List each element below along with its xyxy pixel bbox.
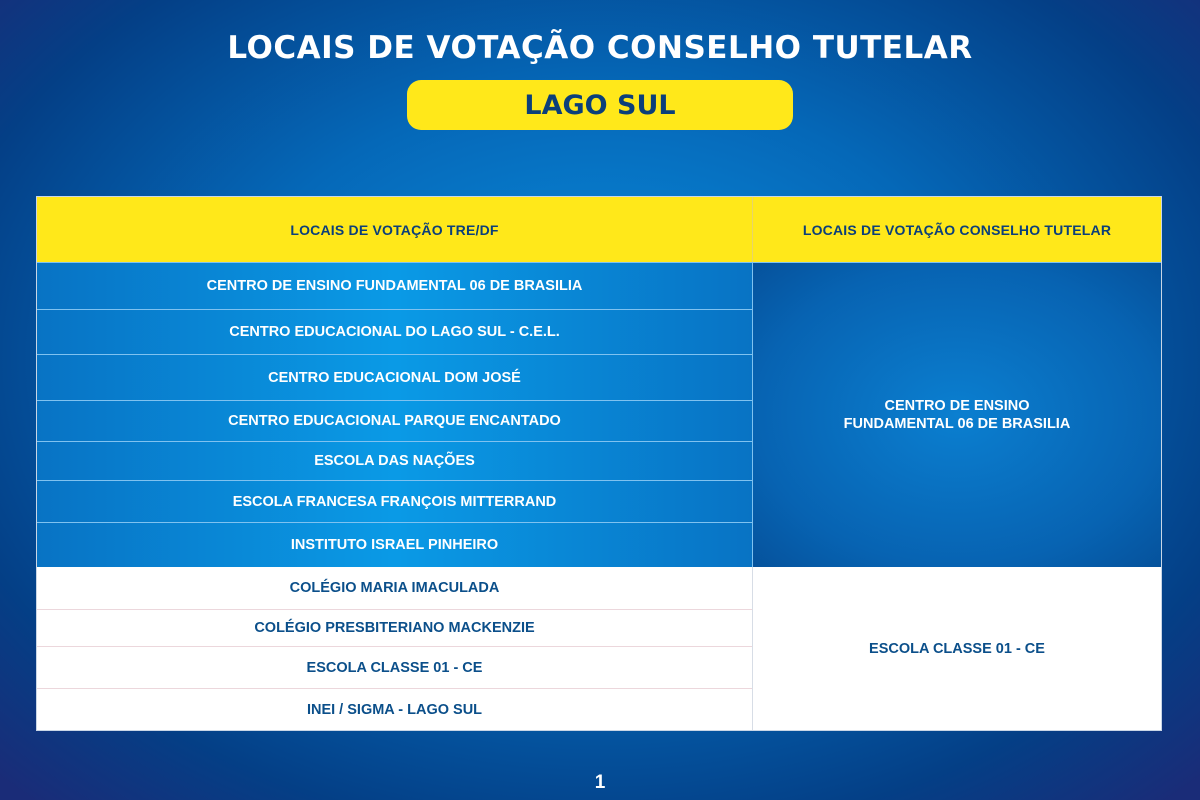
- table-row: CENTRO EDUCACIONAL DO LAGO SUL - C.E.L.: [37, 309, 752, 354]
- voting-locations-table: [36, 196, 1162, 731]
- conselho-location-cell: ESCOLA CLASSE 01 - CE: [752, 567, 1161, 730]
- table-row: ESCOLA FRANCESA FRANÇOIS MITTERRAND: [37, 480, 752, 522]
- conselho-location-line1: CENTRO DE ENSINO: [884, 398, 1030, 414]
- conselho-location-cell: [752, 262, 1161, 567]
- table-row: INSTITUTO ISRAEL PINHEIRO: [37, 522, 752, 567]
- page-title: LOCAIS DE VOTAÇÃO CONSELHO TUTELAR: [227, 30, 973, 66]
- header-tre: LOCAIS DE VOTAÇÃO TRE/DF: [37, 197, 752, 262]
- table-row: ESCOLA CLASSE 01 - CE: [37, 646, 752, 688]
- region-label: LAGO SUL: [524, 89, 676, 121]
- table-row: INEI / SIGMA - LAGO SUL: [37, 688, 752, 730]
- table-row: COLÉGIO MARIA IMACULADA: [37, 567, 752, 609]
- header-conselho: LOCAIS DE VOTAÇÃO CONSELHO TUTELAR: [752, 197, 1161, 262]
- conselho-location-line2: FUNDAMENTAL 06 DE BRASILIA: [843, 416, 1071, 432]
- region-badge: [407, 80, 793, 130]
- table-row: CENTRO DE ENSINO FUNDAMENTAL 06 DE BRASILIA: [37, 262, 752, 309]
- table-row: ESCOLA DAS NAÇÕES: [37, 441, 752, 480]
- table-row: CENTRO EDUCACIONAL PARQUE ENCANTADO: [37, 400, 752, 441]
- page-number: 1: [594, 772, 606, 793]
- table-row: COLÉGIO PRESBITERIANO MACKENZIE: [37, 609, 752, 646]
- table-row: CENTRO EDUCACIONAL DOM JOSÉ: [37, 354, 752, 400]
